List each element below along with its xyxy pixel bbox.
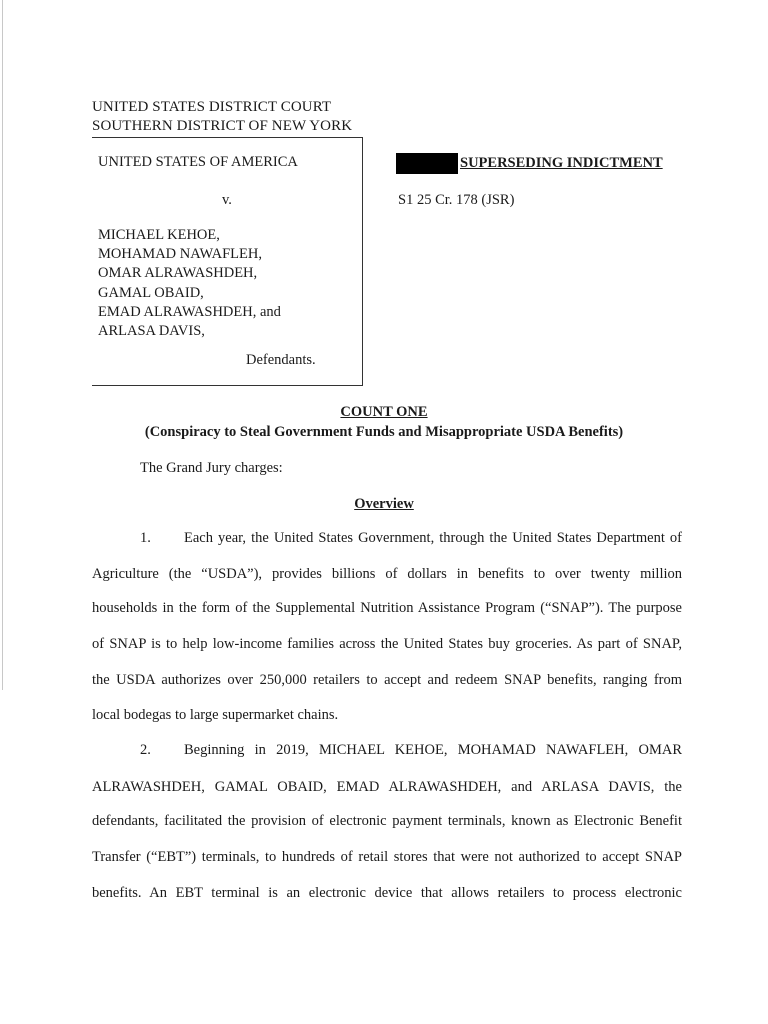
paragraph-1-line: Agriculture (the “USDA”), provides billions of dollars in benefits to over twenty million	[92, 566, 682, 582]
grand-jury-charges: The Grand Jury charges:	[140, 460, 283, 476]
docket-number: S1 25 Cr. 178 (JSR)	[398, 192, 515, 208]
caption-top-rule	[92, 137, 362, 138]
caption-defendants	[98, 226, 281, 341]
count-title: COUNT ONE	[340, 404, 428, 420]
defendant-name: MOHAMAD NAWAFLEH,	[98, 246, 262, 263]
paragraph-number: 2.	[140, 742, 151, 758]
paragraph-1-line: households in the form of the Supplemental Nutrition Assistance Program (“SNAP”). The purpose	[92, 600, 682, 616]
paragraph-1-line: of SNAP is to help low-income families across the United States buy groceries. As part of SNAP,	[92, 636, 682, 652]
court-district: SOUTHERN DISTRICT OF NEW YORK	[92, 118, 353, 134]
defendant-name: EMAD ALRAWASHDEH, and	[98, 303, 281, 320]
defendant-name: GAMAL OBAID,	[98, 284, 204, 301]
defendant-name: MICHAEL KEHOE,	[98, 227, 220, 243]
defendants-label: Defendants.	[246, 352, 316, 368]
paragraph-number: 1.	[140, 530, 151, 546]
indictment-title: SUPERSEDING INDICTMENT	[460, 155, 663, 171]
caption-versus: v.	[222, 192, 232, 208]
paragraph-2-line: ALRAWASHDEH, GAMAL OBAID, EMAD ALRAWASHDEH, and ARLASA DAVIS, the	[92, 779, 682, 795]
defendant-name: OMAR ALRAWASHDEH,	[98, 265, 258, 282]
paragraph-1-line: local bodegas to large supermarket chains.	[92, 707, 339, 723]
section-heading-overview: Overview	[354, 496, 414, 512]
redaction-block	[396, 153, 458, 174]
paragraph-1-line: 1. Each year, the United States Government, through the United States Department of	[140, 530, 682, 546]
court-heading	[92, 98, 352, 136]
caption-bottom-rule	[92, 385, 363, 386]
defendant-name: ARLASA DAVIS,	[98, 323, 205, 340]
caption-plaintiff: UNITED STATES OF AMERICA	[98, 154, 298, 170]
paragraph-1-line: the USDA authorizes over 250,000 retailers to accept and redeem SNAP benefits, ranging from	[92, 672, 682, 688]
scan-edge-line	[2, 0, 3, 690]
paragraph-2-line: Transfer (“EBT”) terminals, to hundreds of retail stores that were not authorized to accept SNAP	[92, 849, 682, 865]
paragraph-2-line: defendants, facilitated the provision of electronic payment terminals, known as Electronic Benefit	[92, 813, 682, 829]
count-subtitle: (Conspiracy to Steal Government Funds and Misappropriate USDA Benefits)	[144, 424, 624, 440]
court-name: UNITED STATES DISTRICT COURT	[92, 99, 332, 115]
caption-divider	[362, 137, 363, 386]
paragraph-2-line: benefits. An EBT terminal is an electronic device that allows retailers to process electronic	[92, 885, 682, 901]
paragraph-2-line: 2. Beginning in 2019, MICHAEL KEHOE, MOHAMAD NAWAFLEH, OMAR	[140, 742, 682, 758]
